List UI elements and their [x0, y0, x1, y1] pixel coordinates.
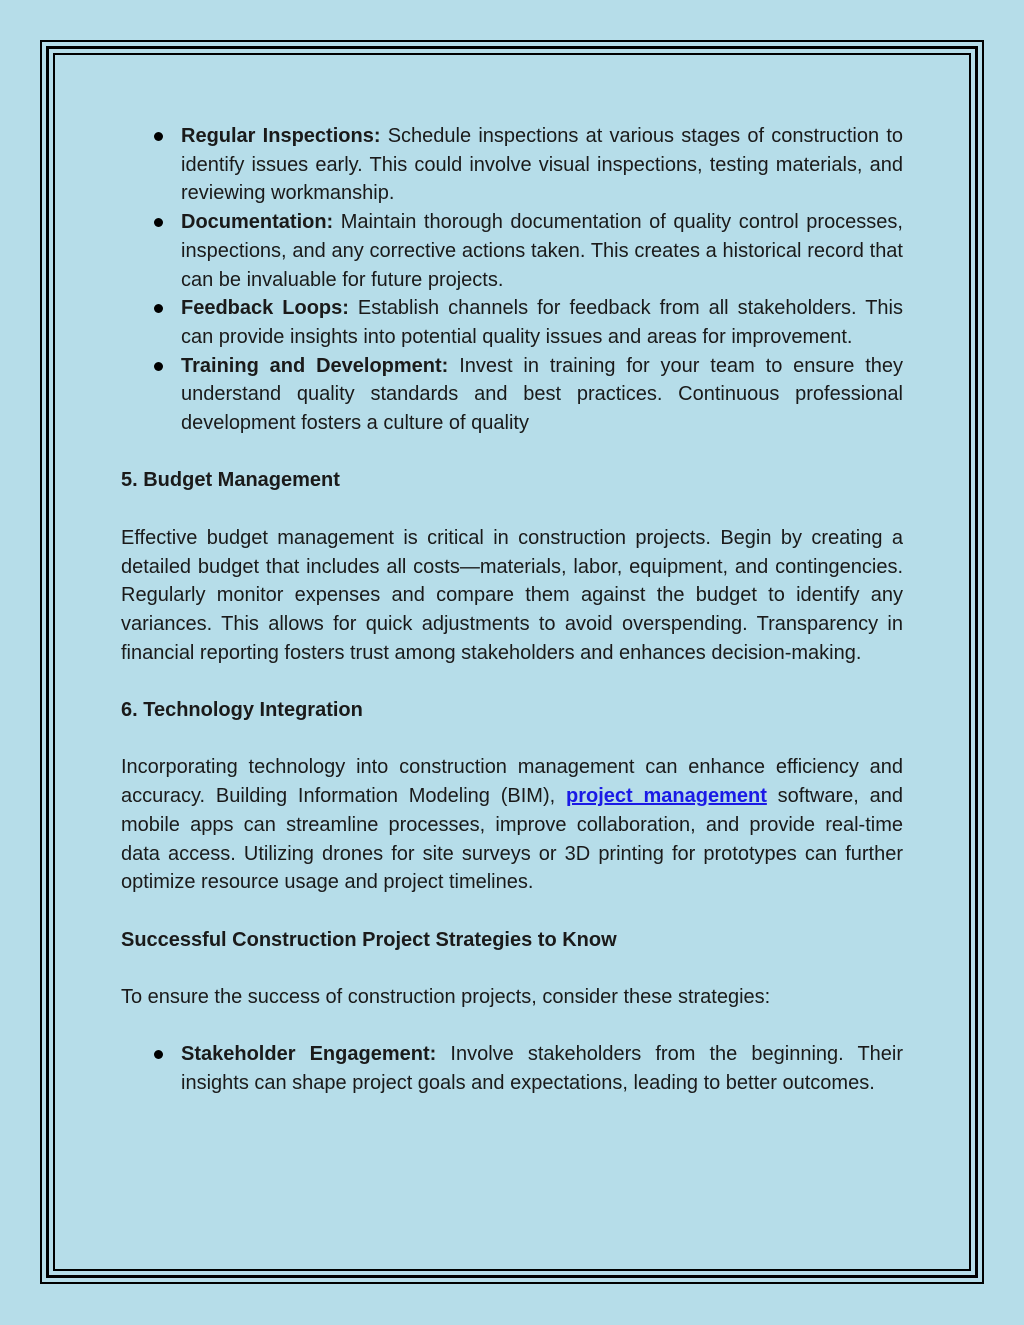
list-item-term: Documentation:: [181, 211, 334, 234]
list-item: [121, 1040, 903, 1097]
list-item: [121, 352, 903, 438]
section-heading-budget: 5. Budget Management: [121, 469, 340, 492]
quality-control-list: [121, 122, 903, 438]
list-item-text: Involve stakeholders from the beginning. Their insights can shape project goals and expectations, leading to better outcomes.: [181, 1043, 904, 1095]
list-item-term: Regular Inspections:: [181, 125, 381, 147]
technology-text-before-link: Incorporating technology into construction management can enhance efficiency and accuracy. Building Information Modeling (BIM),: [121, 756, 903, 808]
technology-text-after-link: software, and mobile apps can streamline processes, improve collaboration, and provide real-time data access. Utilizing drones for site surveys or 3D printing for prototypes can further optimize resource usage and project timelines.: [121, 785, 903, 894]
section-body-technology: [121, 753, 903, 897]
section-heading-strategies: Successful Construction Project Strategies to Know: [121, 928, 617, 951]
strategies-intro: To ensure the success of construction projects, consider these strategies:: [121, 986, 771, 1008]
list-item-term: Training and Development:: [181, 354, 449, 377]
section-heading-technology: 6. Technology Integration: [121, 699, 363, 722]
list-item-text: Schedule inspections at various stages of construction to identify issues early. This could involve visual inspections, testing materials, and reviewing workmanship.: [181, 125, 903, 205]
project-management-link[interactable]: project management: [565, 785, 767, 808]
list-item: [121, 294, 903, 351]
list-item-term: Stakeholder Engagement:: [181, 1043, 437, 1066]
section-body-budget: Effective budget management is critical in construction projects. Begin by creating a detailed budget that includes all costs—materials, labor, equipment, and contingencies. Regularly monitor expenses and compare them against the budget to identify any variances. This allows for quick adjustments to avoid overspending. Transparency in financial reporting fosters trust among stakeholders and enhances decision-making.: [121, 526, 903, 664]
list-item-text: Maintain thorough documentation of quality control processes, inspections, and any corrective actions taken. This creates a historical record that can be invaluable for future projects.: [181, 211, 903, 291]
strategies-list: [121, 1040, 903, 1097]
list-item: [121, 208, 903, 294]
list-item-text: Establish channels for feedback from all stakeholders. This can provide insights into potential quality issues and areas for improvement.: [181, 297, 903, 348]
document-body: [121, 122, 903, 1098]
list-item-text: Invest in training for your team to ensure they understand quality standards and best practices. Continuous professional development fosters a culture of quality: [181, 354, 904, 435]
list-item-term: Feedback Loops:: [181, 297, 349, 320]
list-item: [121, 122, 903, 208]
